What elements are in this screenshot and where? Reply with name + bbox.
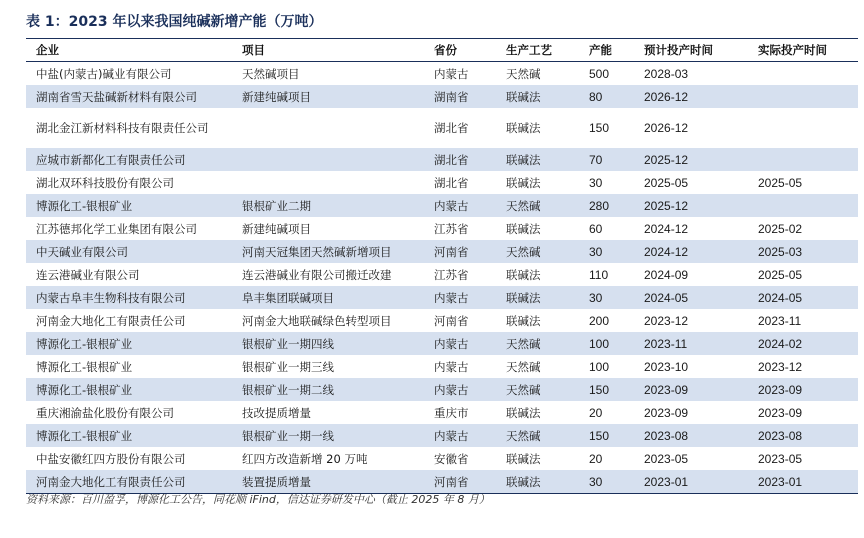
- table-row: [26, 447, 858, 470]
- cell-capacity: 150: [579, 424, 634, 447]
- cell-company: 博源化工-银根矿业: [26, 378, 232, 401]
- table-row: [26, 85, 858, 108]
- cell-actual-date: 2023-12: [758, 359, 803, 374]
- cell-project: 装置提质增量: [232, 470, 424, 494]
- cell-process: 联碱法: [506, 451, 541, 466]
- cell-capacity: 20: [589, 451, 603, 466]
- cell-actual-date: 2023-09: [758, 405, 803, 420]
- cell-province: 湖北省: [434, 175, 469, 190]
- cell-province: 内蒙古: [424, 332, 496, 355]
- cell-capacity: 60: [589, 221, 603, 236]
- cell-province: 内蒙古: [434, 359, 469, 374]
- cell-capacity: 30: [589, 175, 603, 190]
- cell-project: 河南天冠集团天然碱新增项目: [232, 240, 424, 263]
- cell-expected-date: 2024-09: [644, 267, 689, 282]
- cell-capacity: 100: [589, 359, 610, 374]
- cell-province: 重庆市: [434, 405, 469, 420]
- cell-company: 重庆湘渝盐化股份有限公司: [36, 405, 174, 420]
- cell-capacity: 30: [579, 240, 634, 263]
- cell-actual-date: 2025-05: [758, 175, 803, 190]
- cell-expected-date: 2024-12: [634, 240, 748, 263]
- cell-province: 河南省: [434, 313, 469, 328]
- cell-company: 湖南省雪天盐碱新材料有限公司: [26, 85, 232, 108]
- cell-province: 内蒙古: [424, 424, 496, 447]
- capacity-table: [26, 38, 858, 494]
- cell-project: 阜丰集团联碱项目: [232, 286, 424, 309]
- cell-capacity: 20: [589, 405, 603, 420]
- source-note: 资料来源：百川盈孚，博源化工公告，同花顺 iFind，信达证券研发中心（截止 2025 年 8 月）: [26, 493, 490, 506]
- cell-expected-date: 2023-09: [644, 405, 689, 420]
- cell-actual-date: 2023-05: [758, 451, 803, 466]
- table-row: [26, 217, 858, 240]
- header-actual-date: 实际投产时间: [748, 39, 858, 62]
- cell-province: 内蒙古: [424, 378, 496, 401]
- cell-company: 博源化工-银根矿业: [26, 424, 232, 447]
- cell-expected-date: 2028-03: [644, 66, 689, 81]
- table-row: [26, 424, 858, 447]
- cell-actual-date: [748, 62, 858, 86]
- table-row: [26, 401, 858, 424]
- cell-process: 联碱法: [496, 470, 579, 494]
- cell-project: 银根矿业一期四线: [232, 332, 424, 355]
- cell-expected-date: 2025-12: [634, 148, 748, 171]
- table-row: [26, 62, 858, 86]
- cell-province: 内蒙古: [424, 286, 496, 309]
- table-row: [26, 332, 858, 355]
- cell-expected-date: 2023-08: [634, 424, 748, 447]
- cell-company: 博源化工-银根矿业: [36, 359, 133, 374]
- cell-province: 内蒙古: [424, 194, 496, 217]
- cell-project: [232, 108, 424, 148]
- cell-capacity: 80: [579, 85, 634, 108]
- cell-capacity: 70: [579, 148, 634, 171]
- cell-capacity: 280: [579, 194, 634, 217]
- cell-province: 湖北省: [434, 121, 469, 135]
- table-row: [26, 470, 858, 494]
- cell-process: 天然碱: [496, 424, 579, 447]
- cell-province: 内蒙古: [434, 66, 469, 81]
- cell-actual-date: 2023-11: [758, 313, 802, 328]
- cell-company: 内蒙古阜丰生物科技有限公司: [26, 286, 232, 309]
- cell-actual-date: 2023-08: [748, 424, 858, 447]
- cell-company: 应城市新都化工有限责任公司: [26, 148, 232, 171]
- cell-expected-date: 2024-05: [634, 286, 748, 309]
- cell-company: 中天碱业有限公司: [26, 240, 232, 263]
- capacity-table-container: [26, 38, 858, 494]
- header-province: 省份: [424, 39, 496, 62]
- cell-process: 联碱法: [506, 405, 541, 420]
- cell-project: 银根矿业一期二线: [232, 378, 424, 401]
- cell-expected-date: 2023-05: [644, 451, 689, 466]
- cell-process: 联碱法: [506, 221, 541, 236]
- cell-actual-date: 2024-05: [748, 286, 858, 309]
- cell-company: 博源化工-银根矿业: [26, 194, 232, 217]
- cell-project: 红四方改造新增 20 万吨: [242, 451, 368, 466]
- cell-process: 联碱法: [496, 286, 579, 309]
- cell-expected-date: 2026-12: [644, 121, 689, 135]
- cell-project: 银根矿业二期: [232, 194, 424, 217]
- cell-company: 中盐安徽红四方股份有限公司: [36, 451, 186, 466]
- cell-process: 天然碱: [496, 240, 579, 263]
- cell-project: 银根矿业一期三线: [242, 359, 334, 374]
- cell-expected-date: 2023-09: [634, 378, 748, 401]
- cell-expected-date: 2023-10: [644, 359, 689, 374]
- cell-province: 河南省: [424, 240, 496, 263]
- cell-capacity: 200: [589, 313, 610, 328]
- cell-expected-date: 2023-11: [634, 332, 748, 355]
- cell-company: 河南金大地化工有限责任公司: [26, 470, 232, 494]
- cell-province: 江苏省: [434, 221, 469, 236]
- cell-project: 天然碱项目: [242, 66, 300, 81]
- table-row: [26, 309, 858, 332]
- cell-actual-date: 2025-03: [748, 240, 858, 263]
- cell-process: 天然碱: [506, 359, 541, 374]
- cell-company: 湖北双环科技股份有限公司: [36, 175, 174, 190]
- cell-process: 联碱法: [506, 267, 541, 282]
- cell-actual-date: [748, 85, 858, 108]
- table-row: [26, 286, 858, 309]
- cell-company: 中盐(内蒙古)碱业有限公司: [36, 66, 172, 81]
- cell-province: 河南省: [424, 470, 496, 494]
- cell-project: [232, 171, 424, 194]
- cell-actual-date: 2023-09: [748, 378, 858, 401]
- cell-project: [232, 148, 424, 171]
- cell-capacity: 100: [579, 332, 634, 355]
- cell-expected-date: 2026-12: [634, 85, 748, 108]
- cell-province: 湖北省: [424, 148, 496, 171]
- cell-actual-date: [748, 194, 858, 217]
- cell-project: 新建纯碱项目: [242, 221, 311, 236]
- cell-expected-date: 2023-12: [644, 313, 689, 328]
- header-project: 项目: [232, 39, 424, 62]
- cell-process: 天然碱: [496, 194, 579, 217]
- cell-province: 安徽省: [434, 451, 469, 466]
- cell-actual-date: 2025-02: [758, 221, 803, 236]
- cell-process: 联碱法: [506, 313, 541, 328]
- cell-process: 联碱法: [506, 175, 541, 190]
- cell-capacity: 30: [579, 470, 634, 494]
- cell-capacity: 150: [579, 378, 634, 401]
- table-header-row: [26, 39, 858, 62]
- cell-company: 江苏德邦化学工业集团有限公司: [36, 221, 197, 236]
- cell-process: 天然碱: [496, 332, 579, 355]
- cell-province: 湖南省: [424, 85, 496, 108]
- cell-capacity: 30: [579, 286, 634, 309]
- cell-process: 天然碱: [506, 66, 541, 81]
- cell-expected-date: 2023-01: [634, 470, 748, 494]
- cell-expected-date: 2024-12: [644, 221, 689, 236]
- cell-capacity: 500: [589, 66, 610, 81]
- table-row: [26, 171, 858, 194]
- cell-actual-date: 2024-02: [748, 332, 858, 355]
- table-row: [26, 194, 858, 217]
- header-capacity: 产能: [579, 39, 634, 62]
- cell-process: 联碱法: [506, 121, 541, 135]
- header-process: 生产工艺: [496, 39, 579, 62]
- cell-expected-date: 2025-12: [634, 194, 748, 217]
- table-row: [26, 240, 858, 263]
- cell-province: 江苏省: [434, 267, 469, 282]
- cell-project: 河南金大地联碱绿色转型项目: [242, 313, 392, 328]
- table-row: [26, 378, 858, 401]
- cell-company: 湖北金江新材料科技有限责任公司: [36, 120, 209, 135]
- cell-process: 天然碱: [496, 378, 579, 401]
- cell-actual-date: [748, 108, 858, 148]
- cell-actual-date: 2025-05: [758, 267, 803, 282]
- cell-company: 连云港碱业有限公司: [36, 267, 140, 282]
- table-row: [26, 108, 858, 148]
- cell-project: 连云港碱业有限公司搬迁改建: [242, 267, 392, 282]
- cell-actual-date: 2023-01: [748, 470, 858, 494]
- cell-actual-date: [748, 148, 858, 171]
- cell-company: 博源化工-银根矿业: [26, 332, 232, 355]
- cell-capacity: 110: [589, 267, 609, 282]
- header-company: 企业: [26, 39, 232, 62]
- cell-process: 联碱法: [496, 85, 579, 108]
- cell-project: 银根矿业一期一线: [232, 424, 424, 447]
- header-expected-date: 预计投产时间: [634, 39, 748, 62]
- cell-project: 新建纯碱项目: [232, 85, 424, 108]
- table-title: 表 1：2023 年以来我国纯碱新增产能（万吨）: [26, 14, 323, 30]
- cell-capacity: 150: [589, 121, 610, 135]
- table-row: [26, 263, 858, 286]
- cell-company: 河南金大地化工有限责任公司: [36, 313, 186, 328]
- cell-project: 技改提质增量: [242, 405, 311, 420]
- table-row: [26, 355, 858, 378]
- table-row: [26, 148, 858, 171]
- cell-expected-date: 2025-05: [644, 175, 689, 190]
- cell-process: 联碱法: [496, 148, 579, 171]
